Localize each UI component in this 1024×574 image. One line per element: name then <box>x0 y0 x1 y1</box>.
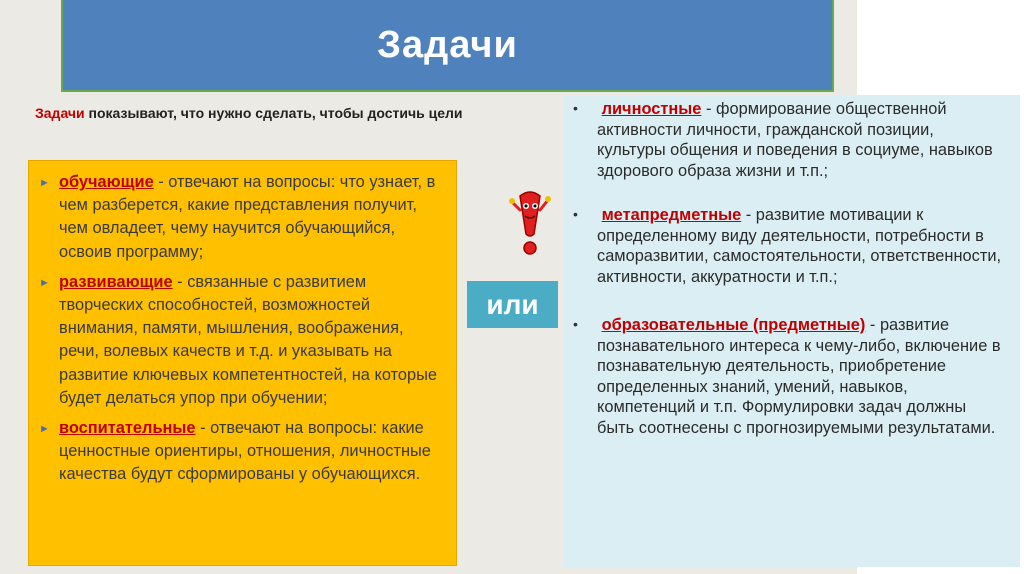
left-task-box <box>28 160 457 566</box>
item-term: образовательные (предметные) <box>601 316 866 334</box>
list-item <box>571 205 1006 287</box>
item-term: развивающие <box>59 272 173 291</box>
right-task-box <box>563 95 1020 567</box>
item-text: - формирование общественной активности личности, гражданской позиции, культуры общения и поведения в социуме, навыков здорового образа жизни и т.п.; <box>597 100 993 180</box>
slide-title: Задачи <box>377 23 518 66</box>
list-item <box>35 271 442 410</box>
item-text: - связанные с развитием творческих способностей, возможностей внимания, памяти, мышления, воображения, речи, волевых качеств и т.д. и указывать на развитие ключевых компетентностей, на которые будет делаться упор при обучении; <box>59 272 438 407</box>
list-item <box>35 171 442 264</box>
intro-body: показывают, что нужно сделать, чтобы достичь цели <box>84 105 463 121</box>
triangle-bullet-icon: ► <box>39 276 50 289</box>
connector-badge <box>467 281 558 328</box>
right-bullet-list <box>571 99 1006 438</box>
connector-label: или <box>486 288 539 320</box>
triangle-bullet-icon: ► <box>39 177 50 189</box>
dot-bullet-icon: • <box>573 206 578 222</box>
dot-bullet-icon: • <box>573 100 578 116</box>
item-term: метапредметные <box>601 206 742 224</box>
item-text: - отвечают на вопросы: какие ценностные ориентиры, отношения, личностные качества будут сформированы у обучающихся. <box>59 419 431 484</box>
item-term: воспитательные <box>59 419 196 438</box>
item-text: - развитие мотивации к определенному виду деятельности, потребности в саморазвитии, самостоятельности, ответственности, активности, аккуратности и т.п.; <box>597 206 1002 286</box>
left-bullet-list <box>35 171 442 487</box>
triangle-bullet-icon: ► <box>39 423 50 436</box>
item-term: личностные <box>601 100 702 118</box>
exclamation-mark-icon <box>506 188 554 258</box>
dot-bullet-icon: • <box>573 316 578 332</box>
title-bar <box>61 0 834 92</box>
intro-text <box>35 103 505 123</box>
intro-term: Задачи <box>35 105 85 121</box>
list-item <box>571 99 1006 181</box>
list-item <box>571 315 1006 438</box>
item-term: обучающие <box>59 173 154 191</box>
list-item <box>35 417 442 487</box>
item-text: - отвечают на вопросы: что узнает, в чем разберется, какие представления получит, чем овладеет, чему научится обучающийся, освоив программу; <box>59 173 436 261</box>
item-text: - развитие познавательного интереса к чему-либо, включение в познавательную деятельность, приобретение определенных знаний, умений, навыков, компетенций и т.п. Формулировки задач должны быть соотнесены с прогнозируемыми результатами. <box>597 316 1001 437</box>
